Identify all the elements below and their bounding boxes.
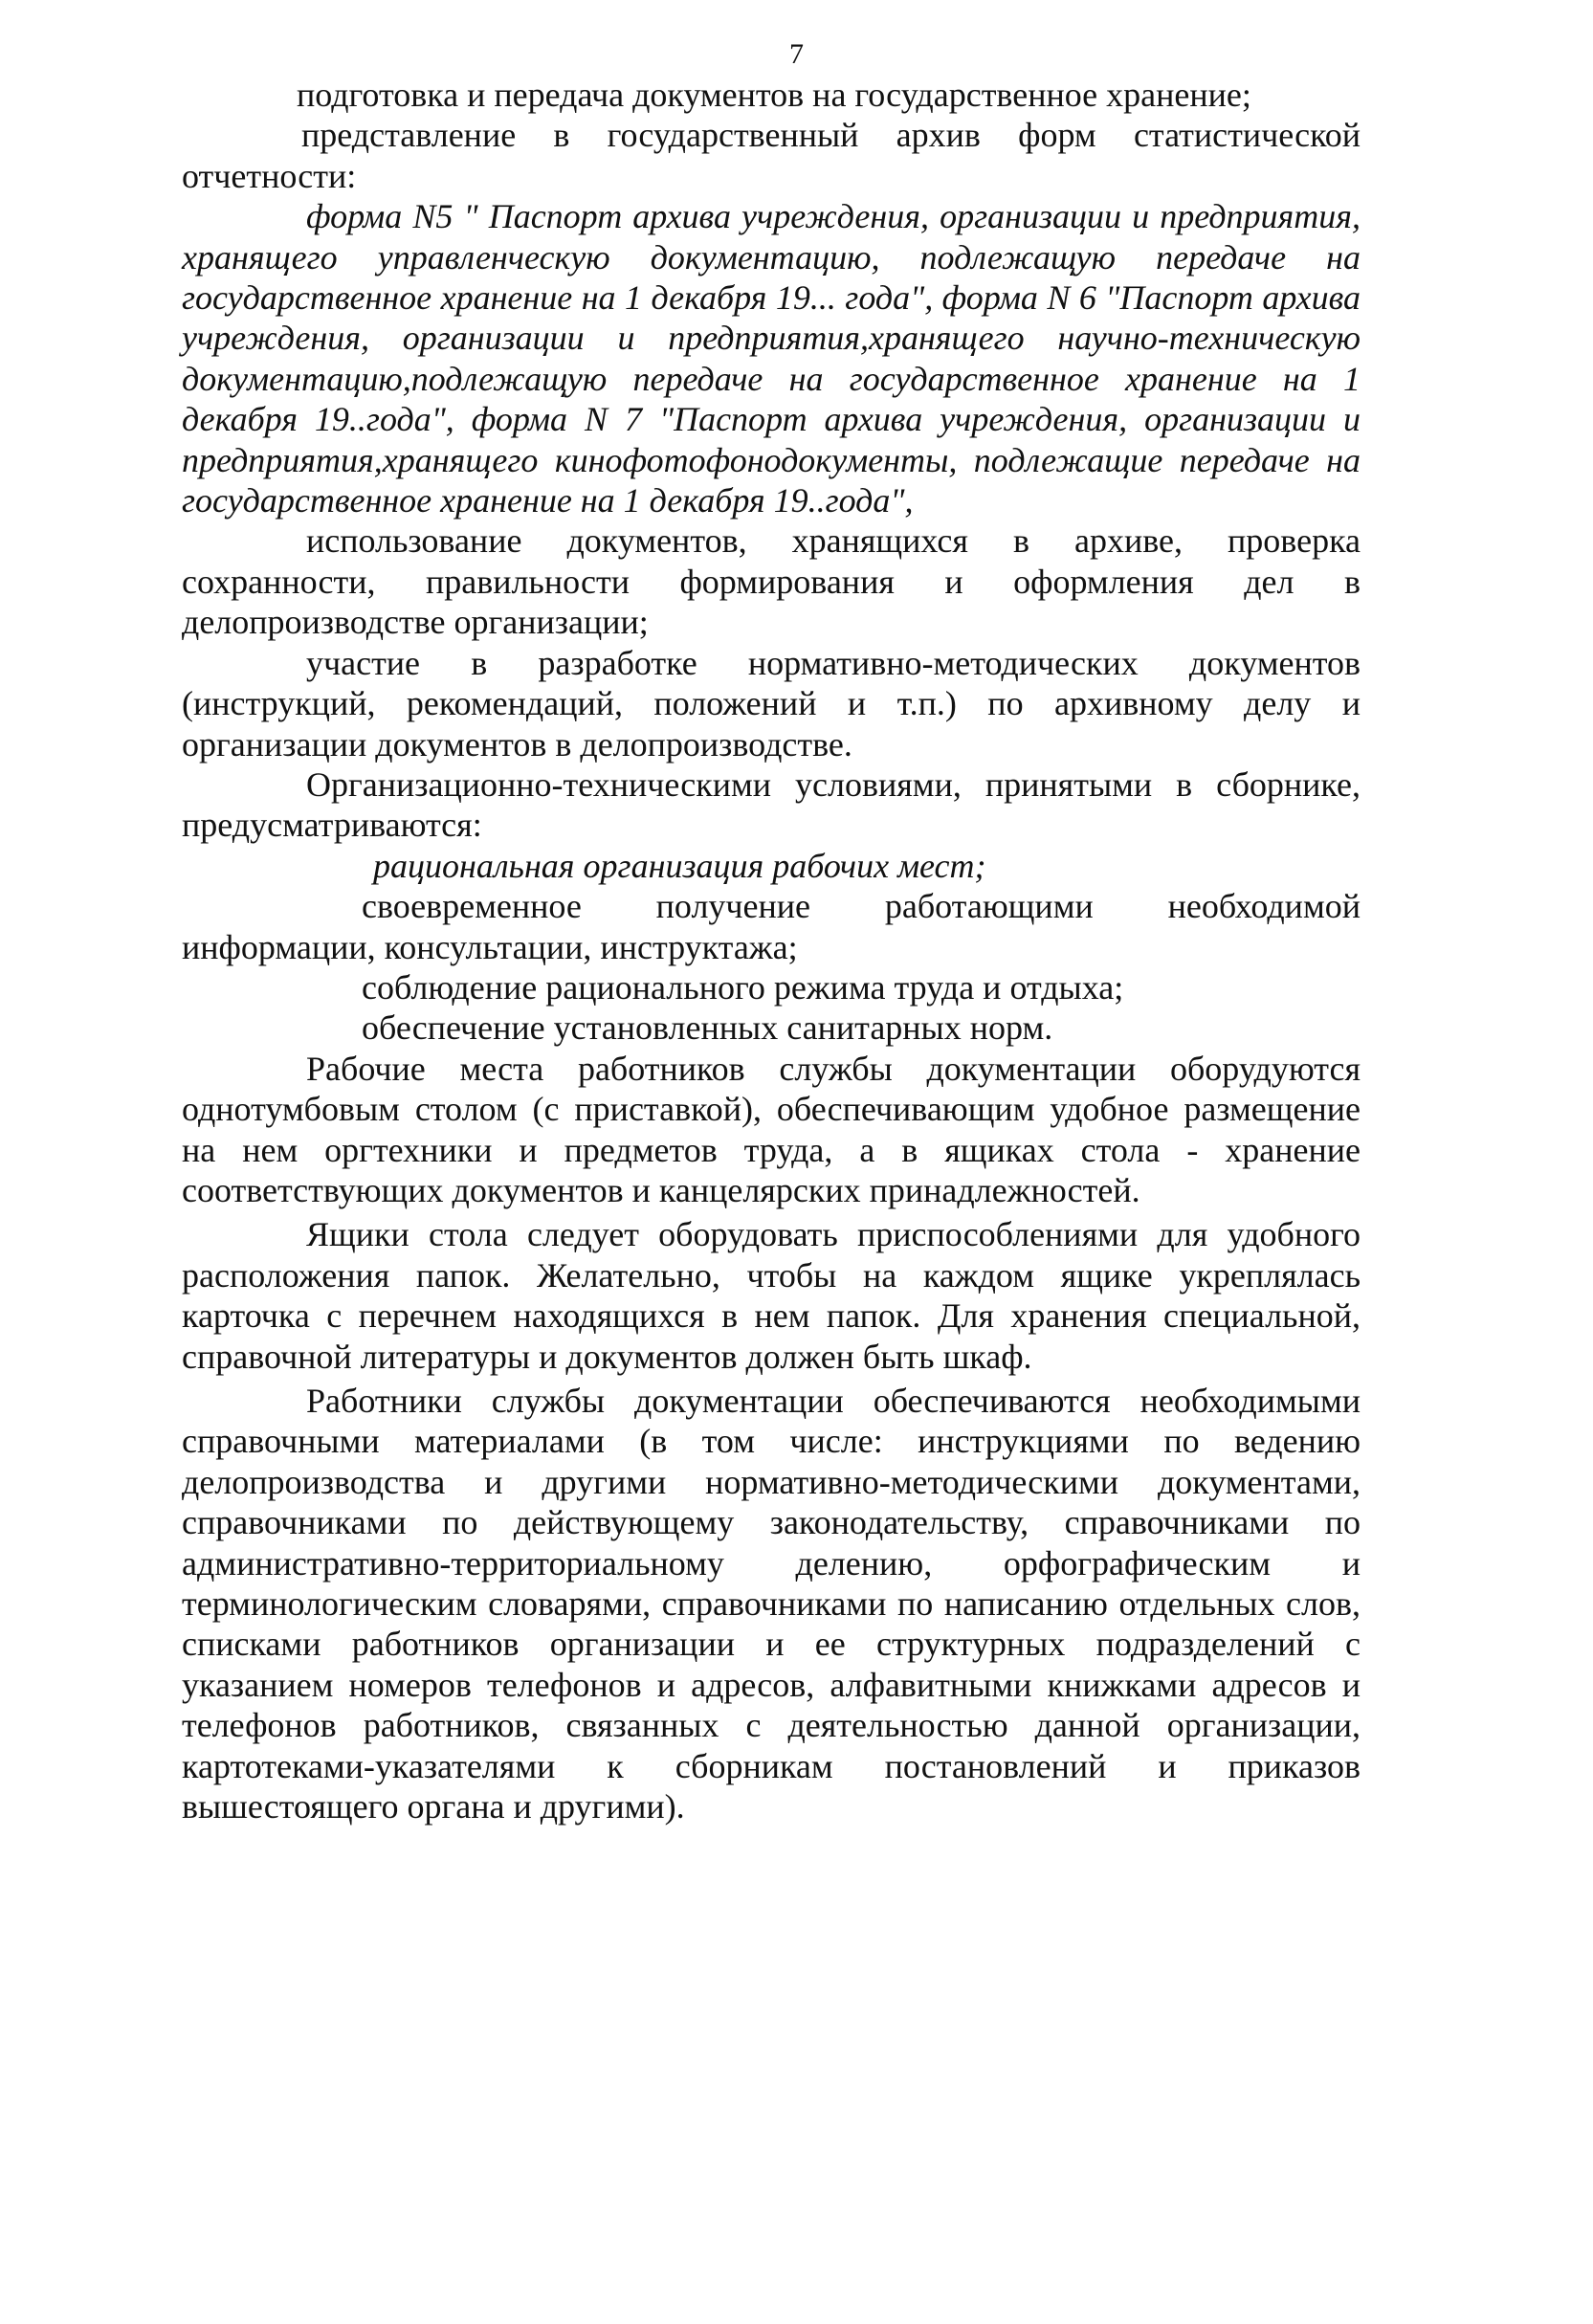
- list-item-work-rest-regime: соблюдение рационального режима труда и отдыха;: [362, 967, 1124, 1007]
- paragraph-report-forms: форма N5 " Паспорт архива учреждения, организации и предприятия, хранящего управленческую документацию, подлежащую передаче на государственное хранение на 1 декабря 19... года", форма N 6 "Паспорт архива учреждения, организации и предприятия,хранящего научно-техническую документацию,подлежащую передаче на государственное хранение на 1 декабря 19..года", форма N 7 "Паспорт архива учреждения, организации и предприятия,хранящего кинофотофонодокументы, подлежащие передаче на государственное хранение на 1 декабря 19..года",: [182, 197, 1361, 520]
- paragraph-statistical-reporting: представление в государственный архив форм статистической отчетности:: [182, 116, 1361, 195]
- paragraph-workplace-equipment: Рабочие места работников службы документации оборудуются однотумбовым столом (с приставкой), обеспечивающим удобное размещение на нем оргтехники и предметов труда, а в ящиках стола - хранение соответствующих документов и канцелярских принадлежностей.: [182, 1049, 1361, 1209]
- list-item-information-receipt: своевременное получение работающими необходимой информации, консультации, инструктажа;: [182, 887, 1361, 966]
- paragraph-archive-transfer: подготовка и передача документов на государственное хранение;: [297, 76, 1251, 114]
- paragraph-conditions-intro: Организационно-техническими условиями, принятыми в сборнике, предусматриваются:: [182, 764, 1361, 845]
- page-number: 7: [789, 38, 804, 70]
- list-item-workplace-organization: рациональная организация рабочих мест;: [373, 846, 986, 885]
- paragraph-desk-drawers: Ящики стола следует оборудовать приспособлениями для удобного расположения папок. Желательно, чтобы на каждом ящике укреплялась карточка с перечнем находящихся в нем папок. Для хранения специальной, справочной литературы и документов должен быть шкаф.: [182, 1215, 1361, 1376]
- list-item-sanitary-norms: обеспечение установленных санитарных норм.: [362, 1008, 1053, 1048]
- paragraph-reference-materials: Работники службы документации обеспечиваются необходимыми справочными материалами (в том числе: инструкциями по ведению делопроизводства и другими нормативно-методическими документами, справочниками по действующему законодательству, справочниками по административно-территориальному делению, орфографическим и терминологическим словарями, справочниками по написанию отдельных слов, списками работников организации и ее структурных подразделений с указанием номеров телефонов и адресов, алфавитными книжками адресов и телефонов работников, связанных с деятельностью данной организации, картотеками-указателями к сборникам постановлений и приказов вышестоящего органа и другими).: [182, 1382, 1361, 1826]
- paragraph-methodology-participation: участие в разработке нормативно-методических документов (инструкций, рекомендаций, положений и т.п.) по архивному делу и организации документов в делопроизводстве.: [182, 643, 1361, 764]
- document-body: [182, 75, 1361, 1826]
- paragraph-document-usage: использование документов, хранящихся в архиве, проверка сохранности, правильности формирования и оформления дел в делопроизводстве организации;: [182, 521, 1361, 642]
